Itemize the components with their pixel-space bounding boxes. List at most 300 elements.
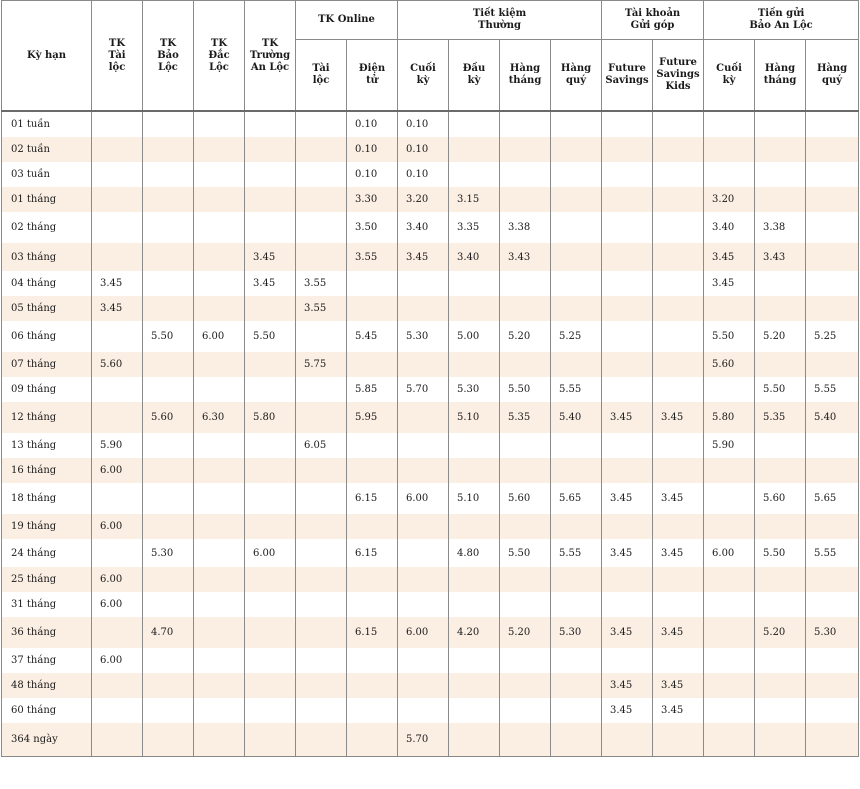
term-cell: 364 ngày xyxy=(2,723,92,757)
rate-cell xyxy=(194,458,245,483)
rate-cell xyxy=(755,514,806,539)
rate-cell: 5.35 xyxy=(755,402,806,433)
rate-cell xyxy=(551,296,602,321)
rate-cell xyxy=(602,271,653,296)
rate-cell xyxy=(602,212,653,243)
rate-cell xyxy=(194,296,245,321)
rate-cell xyxy=(143,187,194,212)
rate-cell xyxy=(92,617,143,648)
rate-cell: 5.50 xyxy=(143,321,194,352)
rate-cell xyxy=(143,271,194,296)
rate-cell: 5.60 xyxy=(500,483,551,514)
rate-cell xyxy=(92,187,143,212)
rate-cell: 5.50 xyxy=(755,377,806,402)
rate-cell: 6.00 xyxy=(92,567,143,592)
rate-cell: 3.38 xyxy=(500,212,551,243)
rate-cell xyxy=(347,433,398,458)
rate-cell: 5.60 xyxy=(92,352,143,377)
rate-cell xyxy=(551,723,602,757)
interest-rate-table xyxy=(1,0,859,757)
rate-cell xyxy=(806,111,859,137)
rate-cell: 5.85 xyxy=(347,377,398,402)
term-cell: 31 tháng xyxy=(2,592,92,617)
rate-cell: 6.00 xyxy=(92,648,143,673)
rate-cell xyxy=(92,698,143,723)
header-bal-hang-quy: Hàng quý xyxy=(806,40,859,112)
rate-cell: 3.43 xyxy=(500,243,551,271)
rate-cell xyxy=(143,212,194,243)
rate-cell xyxy=(602,433,653,458)
rate-cell xyxy=(602,243,653,271)
rate-cell: 0.10 xyxy=(398,111,449,137)
rate-cell xyxy=(92,212,143,243)
term-cell: 19 tháng xyxy=(2,514,92,539)
rate-cell: 3.40 xyxy=(449,243,500,271)
rate-cell: 5.25 xyxy=(806,321,859,352)
rate-cell: 3.45 xyxy=(245,243,296,271)
term-cell: 06 tháng xyxy=(2,321,92,352)
rate-cell xyxy=(755,648,806,673)
rate-cell: 0.10 xyxy=(398,137,449,162)
rate-cell xyxy=(755,723,806,757)
rate-cell xyxy=(449,296,500,321)
rate-cell xyxy=(449,271,500,296)
rate-cell xyxy=(653,514,704,539)
rate-cell xyxy=(704,592,755,617)
rate-cell xyxy=(653,212,704,243)
rate-cell xyxy=(143,111,194,137)
rate-cell: 3.15 xyxy=(449,187,500,212)
rate-cell xyxy=(245,296,296,321)
rate-cell xyxy=(194,433,245,458)
header-term: Kỳ hạn xyxy=(2,1,92,112)
rate-cell: 5.55 xyxy=(806,539,859,567)
term-cell: 37 tháng xyxy=(2,648,92,673)
rate-cell xyxy=(551,187,602,212)
rate-cell xyxy=(602,187,653,212)
rate-cell: 5.65 xyxy=(551,483,602,514)
rate-cell xyxy=(704,514,755,539)
rate-cell: 5.50 xyxy=(755,539,806,567)
header-online-tai-loc: Tài lộc xyxy=(296,40,347,112)
rate-cell xyxy=(806,352,859,377)
table-row xyxy=(2,243,859,271)
rate-cell xyxy=(806,458,859,483)
rate-cell xyxy=(143,514,194,539)
rate-cell: 3.55 xyxy=(347,243,398,271)
table-row xyxy=(2,352,859,377)
header-tk-bao-loc: TK Bảo Lộc xyxy=(143,1,194,112)
rate-cell: 5.50 xyxy=(245,321,296,352)
table-body xyxy=(2,111,859,757)
rate-cell: 5.45 xyxy=(347,321,398,352)
header-tk-truong-an-loc: TK Trường An Lộc xyxy=(245,1,296,112)
rate-cell xyxy=(653,111,704,137)
rate-cell xyxy=(500,111,551,137)
rate-cell xyxy=(245,137,296,162)
rate-cell xyxy=(347,648,398,673)
rate-cell: 5.90 xyxy=(92,433,143,458)
rate-cell xyxy=(194,162,245,187)
rate-cell xyxy=(755,162,806,187)
rate-cell xyxy=(398,648,449,673)
rate-cell: 3.38 xyxy=(755,212,806,243)
header-group-tai-khoan-gui-gop: Tài khoản Gửi góp xyxy=(602,1,704,40)
table-row xyxy=(2,111,859,137)
rate-cell: 6.15 xyxy=(347,617,398,648)
table-row xyxy=(2,567,859,592)
rate-cell xyxy=(245,212,296,243)
rate-cell xyxy=(653,162,704,187)
rate-cell xyxy=(755,352,806,377)
rate-cell xyxy=(449,567,500,592)
rate-cell: 5.10 xyxy=(449,402,500,433)
table-row xyxy=(2,187,859,212)
rate-cell: 3.43 xyxy=(755,243,806,271)
rate-cell: 5.60 xyxy=(143,402,194,433)
rate-cell xyxy=(449,111,500,137)
rate-cell xyxy=(806,723,859,757)
rate-cell xyxy=(143,243,194,271)
rate-cell xyxy=(194,723,245,757)
rate-cell xyxy=(143,162,194,187)
rate-cell: 5.80 xyxy=(704,402,755,433)
table-row xyxy=(2,673,859,698)
rate-cell: 3.55 xyxy=(296,271,347,296)
rate-cell xyxy=(551,352,602,377)
rate-cell xyxy=(143,673,194,698)
header-bal-hang-thang: Hàng tháng xyxy=(755,40,806,112)
rate-cell: 5.30 xyxy=(551,617,602,648)
rate-cell: 5.50 xyxy=(500,539,551,567)
rate-cell xyxy=(806,243,859,271)
rate-cell xyxy=(194,673,245,698)
term-cell: 03 tháng xyxy=(2,243,92,271)
term-cell: 03 tuần xyxy=(2,162,92,187)
table-row xyxy=(2,458,859,483)
rate-cell: 5.10 xyxy=(449,483,500,514)
rate-cell: 5.30 xyxy=(143,539,194,567)
rate-cell xyxy=(245,567,296,592)
rate-cell xyxy=(143,723,194,757)
rate-cell: 5.65 xyxy=(806,483,859,514)
table-row xyxy=(2,296,859,321)
rate-cell xyxy=(500,137,551,162)
rate-cell: 6.00 xyxy=(704,539,755,567)
rate-cell: 3.40 xyxy=(398,212,449,243)
rate-cell xyxy=(194,539,245,567)
rate-cell xyxy=(143,698,194,723)
rate-cell xyxy=(194,212,245,243)
rate-cell xyxy=(602,592,653,617)
rate-cell xyxy=(704,111,755,137)
rate-cell xyxy=(143,296,194,321)
rate-cell: 3.45 xyxy=(704,271,755,296)
rate-cell xyxy=(653,187,704,212)
header-tk-cuoi-ky: Cuối kỳ xyxy=(398,40,449,112)
table-row xyxy=(2,321,859,352)
rate-cell: 3.20 xyxy=(398,187,449,212)
rate-cell xyxy=(347,296,398,321)
rate-cell: 3.45 xyxy=(602,698,653,723)
rate-cell xyxy=(551,212,602,243)
rate-cell: 0.10 xyxy=(347,137,398,162)
term-cell: 18 tháng xyxy=(2,483,92,514)
rate-cell xyxy=(143,352,194,377)
rate-cell xyxy=(653,458,704,483)
rate-cell: 3.45 xyxy=(602,617,653,648)
rate-cell xyxy=(704,723,755,757)
rate-cell xyxy=(92,243,143,271)
term-cell: 09 tháng xyxy=(2,377,92,402)
rate-cell: 6.15 xyxy=(347,483,398,514)
rate-cell xyxy=(704,648,755,673)
rate-cell: 5.60 xyxy=(704,352,755,377)
rate-cell xyxy=(704,137,755,162)
rate-cell xyxy=(296,162,347,187)
rate-cell: 5.60 xyxy=(755,483,806,514)
rate-cell xyxy=(806,137,859,162)
rate-cell xyxy=(92,673,143,698)
rate-cell xyxy=(653,648,704,673)
header-online-dien-tu: Điện tử xyxy=(347,40,398,112)
rate-cell xyxy=(602,162,653,187)
rate-cell: 5.50 xyxy=(500,377,551,402)
rate-cell xyxy=(653,243,704,271)
rate-cell: 6.00 xyxy=(245,539,296,567)
rate-cell xyxy=(704,377,755,402)
rate-cell xyxy=(500,673,551,698)
term-cell: 16 tháng xyxy=(2,458,92,483)
rate-cell xyxy=(500,648,551,673)
rate-cell: 3.40 xyxy=(704,212,755,243)
table-row xyxy=(2,514,859,539)
rate-cell xyxy=(296,698,347,723)
rate-cell: 6.00 xyxy=(398,483,449,514)
rate-cell xyxy=(806,162,859,187)
table-header xyxy=(2,1,859,112)
rate-cell xyxy=(653,377,704,402)
rate-cell xyxy=(398,352,449,377)
rate-cell xyxy=(704,162,755,187)
rate-cell: 5.00 xyxy=(449,321,500,352)
rate-cell xyxy=(194,648,245,673)
table-row xyxy=(2,539,859,567)
rate-cell: 6.00 xyxy=(92,514,143,539)
term-cell: 04 tháng xyxy=(2,271,92,296)
rate-cell: 5.30 xyxy=(806,617,859,648)
rate-cell xyxy=(296,137,347,162)
rate-cell xyxy=(347,514,398,539)
rate-cell xyxy=(653,592,704,617)
rate-cell xyxy=(143,648,194,673)
rate-cell xyxy=(551,698,602,723)
rate-cell xyxy=(194,352,245,377)
rate-cell xyxy=(296,187,347,212)
rate-cell: 0.10 xyxy=(398,162,449,187)
rate-cell xyxy=(551,271,602,296)
rate-cell: 3.45 xyxy=(653,617,704,648)
term-cell: 60 tháng xyxy=(2,698,92,723)
rate-cell: 6.15 xyxy=(347,539,398,567)
rate-cell xyxy=(704,698,755,723)
rate-cell: 5.20 xyxy=(755,617,806,648)
rate-cell: 5.20 xyxy=(500,617,551,648)
rate-cell xyxy=(245,723,296,757)
rate-cell xyxy=(653,321,704,352)
rate-cell xyxy=(500,433,551,458)
rate-cell xyxy=(194,567,245,592)
rate-cell xyxy=(551,111,602,137)
rate-cell xyxy=(449,592,500,617)
rate-cell: 3.45 xyxy=(398,243,449,271)
rate-cell xyxy=(602,567,653,592)
rate-cell xyxy=(806,648,859,673)
rate-cell xyxy=(449,673,500,698)
rate-cell xyxy=(602,352,653,377)
rate-cell xyxy=(296,483,347,514)
rate-cell xyxy=(602,377,653,402)
rate-cell: 5.95 xyxy=(347,402,398,433)
header-tk-dac-loc: TK Đắc Lộc xyxy=(194,1,245,112)
rate-cell xyxy=(245,377,296,402)
rate-cell xyxy=(92,111,143,137)
rate-cell xyxy=(653,271,704,296)
rate-cell xyxy=(704,296,755,321)
rate-cell xyxy=(653,352,704,377)
rate-cell xyxy=(602,111,653,137)
table-row xyxy=(2,377,859,402)
rate-cell: 3.45 xyxy=(92,296,143,321)
rate-cell: 3.35 xyxy=(449,212,500,243)
term-cell: 02 tháng xyxy=(2,212,92,243)
rate-cell: 5.55 xyxy=(551,377,602,402)
rate-cell xyxy=(602,648,653,673)
rate-cell xyxy=(806,433,859,458)
rate-cell xyxy=(551,592,602,617)
table-row xyxy=(2,648,859,673)
rate-cell xyxy=(602,723,653,757)
rate-cell xyxy=(500,187,551,212)
rate-cell: 3.45 xyxy=(653,402,704,433)
header-tk-dau-ky: Đầu kỳ xyxy=(449,40,500,112)
rate-cell xyxy=(398,402,449,433)
rate-cell xyxy=(143,483,194,514)
rate-cell xyxy=(245,673,296,698)
rate-cell xyxy=(755,111,806,137)
rate-cell: 3.45 xyxy=(653,539,704,567)
rate-cell xyxy=(602,514,653,539)
rate-cell xyxy=(398,698,449,723)
rate-cell: 6.05 xyxy=(296,433,347,458)
rate-cell xyxy=(500,514,551,539)
rate-cell xyxy=(194,514,245,539)
term-cell: 05 tháng xyxy=(2,296,92,321)
rate-cell: 5.30 xyxy=(449,377,500,402)
rate-cell xyxy=(806,296,859,321)
rate-cell xyxy=(347,723,398,757)
header-tk-hang-thang: Hàng tháng xyxy=(500,40,551,112)
rate-cell: 5.20 xyxy=(500,321,551,352)
rate-cell: 3.45 xyxy=(92,271,143,296)
rate-cell xyxy=(551,137,602,162)
rate-cell xyxy=(500,723,551,757)
rate-cell: 3.50 xyxy=(347,212,398,243)
rate-cell xyxy=(143,592,194,617)
rate-cell xyxy=(398,673,449,698)
rate-cell xyxy=(296,617,347,648)
rate-cell: 0.10 xyxy=(347,162,398,187)
term-cell: 13 tháng xyxy=(2,433,92,458)
rate-cell xyxy=(194,243,245,271)
rate-cell xyxy=(449,648,500,673)
rate-cell xyxy=(194,111,245,137)
table-row xyxy=(2,162,859,187)
rate-cell: 5.25 xyxy=(551,321,602,352)
rate-cell xyxy=(245,617,296,648)
rate-cell xyxy=(704,673,755,698)
rate-cell: 5.55 xyxy=(551,539,602,567)
rate-cell xyxy=(296,321,347,352)
rate-cell xyxy=(806,673,859,698)
rate-cell: 3.45 xyxy=(704,243,755,271)
rate-cell xyxy=(602,296,653,321)
rate-cell xyxy=(755,698,806,723)
rate-cell xyxy=(194,187,245,212)
rate-cell: 3.45 xyxy=(602,539,653,567)
rate-cell xyxy=(449,162,500,187)
rate-cell xyxy=(755,296,806,321)
rate-cell xyxy=(92,321,143,352)
rate-cell: 4.20 xyxy=(449,617,500,648)
rate-cell xyxy=(551,673,602,698)
table-row xyxy=(2,592,859,617)
term-cell: 12 tháng xyxy=(2,402,92,433)
rate-cell xyxy=(143,377,194,402)
rate-cell xyxy=(194,483,245,514)
rate-cell: 3.45 xyxy=(245,271,296,296)
rate-cell: 5.30 xyxy=(398,321,449,352)
header-future-savings-kids: Future Savings Kids xyxy=(653,40,704,112)
rate-cell xyxy=(245,162,296,187)
rate-cell xyxy=(347,592,398,617)
rate-cell xyxy=(551,433,602,458)
rate-cell xyxy=(602,458,653,483)
rate-cell xyxy=(398,296,449,321)
rate-cell xyxy=(143,433,194,458)
rate-cell xyxy=(245,187,296,212)
rate-cell xyxy=(398,567,449,592)
rate-cell: 6.30 xyxy=(194,402,245,433)
rate-cell: 5.20 xyxy=(755,321,806,352)
rate-cell xyxy=(551,514,602,539)
rate-cell: 3.45 xyxy=(653,698,704,723)
rate-cell xyxy=(653,137,704,162)
table-row xyxy=(2,212,859,243)
rate-cell xyxy=(755,458,806,483)
rate-cell xyxy=(449,433,500,458)
rate-cell: 6.00 xyxy=(92,592,143,617)
rate-cell xyxy=(296,212,347,243)
rate-cell: 6.00 xyxy=(92,458,143,483)
rate-cell xyxy=(755,592,806,617)
rate-cell: 5.40 xyxy=(551,402,602,433)
header-group-tk-online: TK Online xyxy=(296,1,398,40)
rate-cell xyxy=(653,723,704,757)
rate-cell xyxy=(296,402,347,433)
rate-cell xyxy=(500,296,551,321)
rate-cell xyxy=(398,433,449,458)
